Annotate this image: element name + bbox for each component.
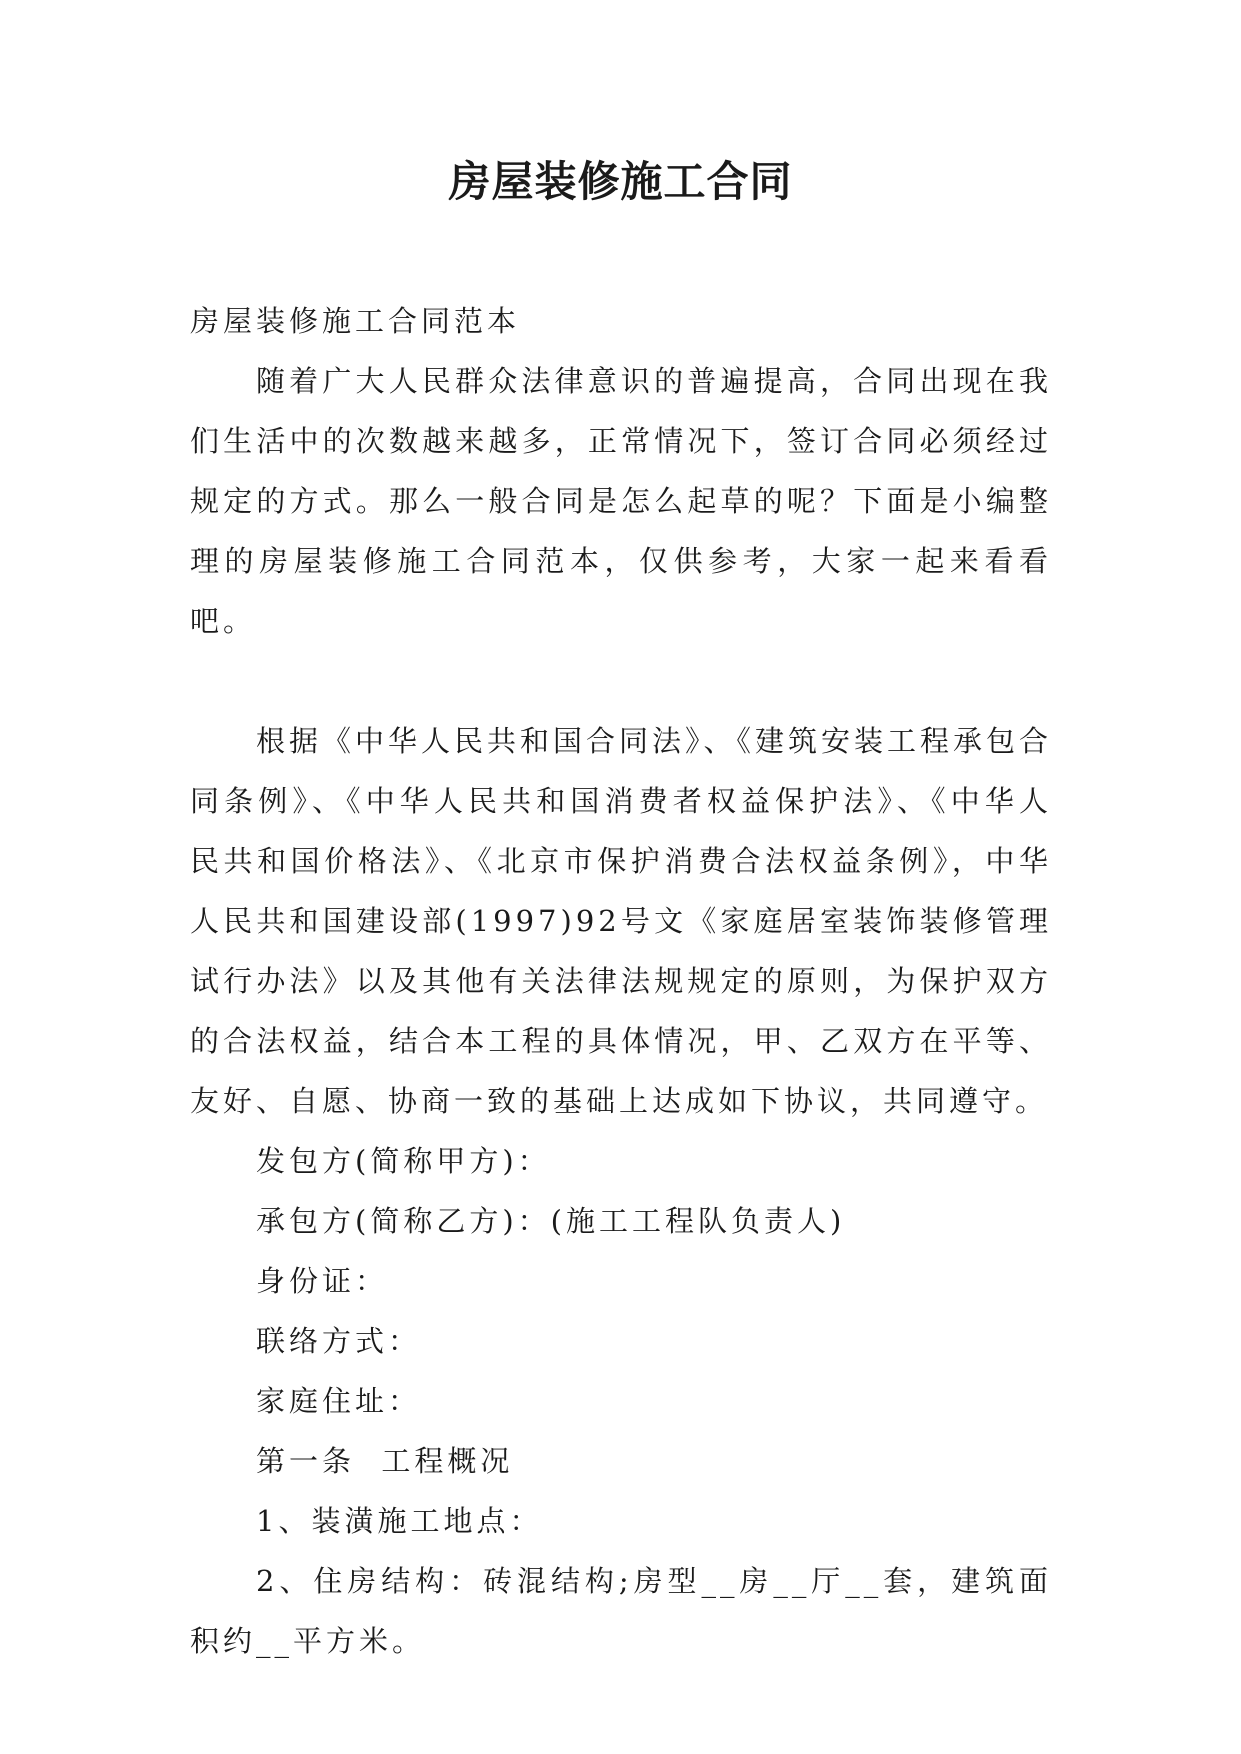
party-a-line: 发包方(简称甲方)： <box>256 1144 551 1178</box>
party-b-line: 承包方(简称乙方)：(施工工程队负责人) <box>256 1204 846 1238</box>
document-title: 房屋装修施工合同 <box>448 157 793 206</box>
basis-paragraph: 根据《中华人民共和国合同法》、《建筑安装工程承包合同条例》、《中华人民共和国消费者权益保护法》、《中华人民共和国价格法》、《北京市保护消费合法权益条例》，中华人民共和国建设部(1997)92号文《家庭居室装饰装修管理试行办法》以及其他有关法律法规规定的原则，为保护双方的合法权益，结合本工程的具体情况，甲、乙双方在平等、友好、自愿、协商一致的基础上达成如下协议，共同遵守。 <box>190 724 1053 1118</box>
contact-line: 联络方式： <box>256 1324 422 1358</box>
document-body <box>190 291 1052 1671</box>
id-card-line: 身份证： <box>256 1264 389 1298</box>
subtitle: 房屋装修施工合同范本 <box>190 304 521 338</box>
item-1-line: 1、装潢施工地点： <box>256 1504 543 1538</box>
address-line: 家庭住址： <box>256 1384 422 1418</box>
intro-paragraph: 随着广大人民群众法律意识的普遍提高，合同出现在我们生活中的次数越来越多，正常情况下，签订合同必须经过规定的方式。那么一般合同是怎么起草的呢？下面是小编整理的房屋装修施工合同范本，仅供参考，大家一起来看看吧。 <box>190 364 1052 638</box>
article-1-heading: 第一条 工程概况 <box>256 1444 514 1478</box>
paragraph-spacer <box>190 651 1052 711</box>
item-2-line: 2、住房结构：砖混结构;房型__房__厅__套，建筑面积约__平方米。 <box>190 1564 1052 1658</box>
